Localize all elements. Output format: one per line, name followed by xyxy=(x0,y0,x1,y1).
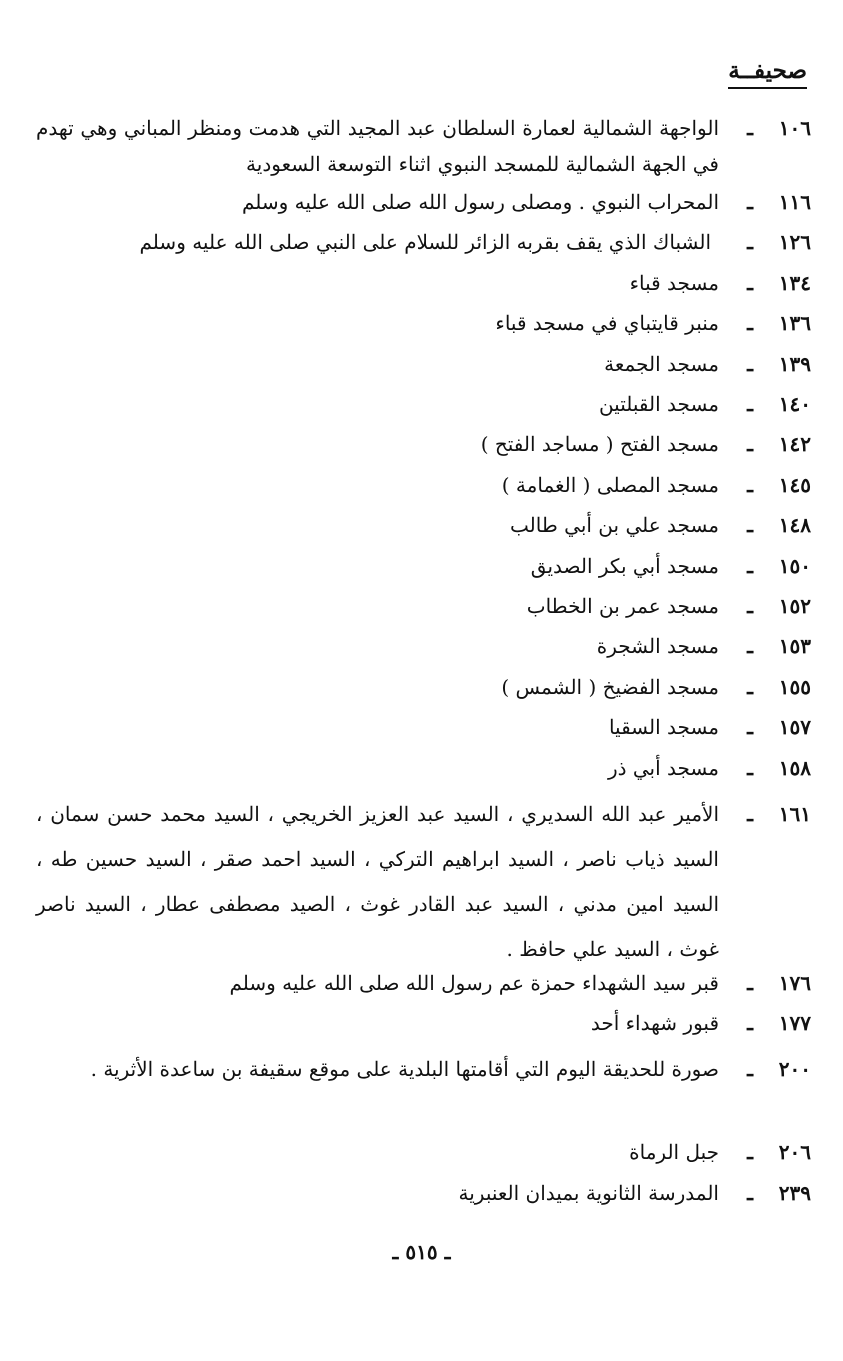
entry-caption: مسجد القبلتين xyxy=(598,392,719,416)
entry-page-number: ١٥٢ xyxy=(778,594,811,618)
entry-dash: ـ xyxy=(747,756,753,780)
entry-caption: مسجد علي بن أبي طالب xyxy=(510,513,719,537)
entry-dash: ـ xyxy=(747,116,753,140)
entry-dash: ـ xyxy=(747,634,753,658)
entry-page-number: ١٤٢ xyxy=(778,432,811,456)
entry-caption: مسجد المصلى ( الغمامة ) xyxy=(501,473,719,497)
entry-dash: ـ xyxy=(747,554,753,578)
entry-page-number: ١٤٥ xyxy=(778,473,811,497)
entry-page-number: ١٣٩ xyxy=(778,352,811,376)
entry-dash: ـ xyxy=(747,352,753,376)
entry-caption: المحراب النبوي . ومصلى رسول الله صلى الله عليه وسلم xyxy=(241,190,719,214)
entry-caption: مسجد الفتح ( مساجد الفتح ) xyxy=(480,432,719,456)
entry-dash: ـ xyxy=(747,271,753,295)
entry-page-number: ١٥٨ xyxy=(778,756,811,780)
entry-page-number: ١٦١ xyxy=(778,802,811,826)
entry-caption: الواجهة الشمالية لعمارة السلطان عبد المجيد التي هدمت ومنظر المباني وهي تهدم في الجهة الشمالية للمسجد النبوي اثناء التوسعة السعودية xyxy=(36,116,720,176)
entry-dash: ـ xyxy=(747,1057,753,1081)
entry-caption: مسجد السقيا xyxy=(608,715,719,739)
page-number-footer: ـ ٥١٥ ـ xyxy=(392,1240,451,1264)
entry-dash: ـ xyxy=(747,675,753,699)
entry-dash: ـ xyxy=(747,971,753,995)
entry-dash: ـ xyxy=(747,513,753,537)
entry-page-number: ١٥٣ xyxy=(778,634,811,658)
entry-dash: ـ xyxy=(747,432,753,456)
entry-dash: ـ xyxy=(747,1140,753,1164)
entry-page-number: ٢٠٦ xyxy=(778,1140,811,1164)
entry-page-number: ١٣٤ xyxy=(778,271,811,295)
entry-dash: ـ xyxy=(747,715,753,739)
entry-dash: ـ xyxy=(747,311,753,335)
entry-page-number: ٢٠٠ xyxy=(778,1057,811,1081)
entry-caption: الشباك الذي يقف بقربه الزائر للسلام على النبي صلى الله عليه وسلم xyxy=(139,230,711,254)
entry-page-number: ١٥٥ xyxy=(778,675,811,699)
entry-page-number: ١٤٠ xyxy=(778,392,811,416)
entry-caption: قبر سيد الشهداء حمزة عم رسول الله صلى الله عليه وسلم xyxy=(229,971,719,995)
page-header-title: صحيفــة xyxy=(728,56,807,89)
entry-page-number: ١١٦ xyxy=(778,190,811,214)
entry-caption: مسجد الشجرة xyxy=(596,634,719,658)
entry-caption: مسجد عمر بن الخطاب xyxy=(526,594,719,618)
entry-page-number: ١٠٦ xyxy=(778,116,811,140)
entry-page-number: ١٧٧ xyxy=(778,1011,811,1035)
entry-caption: قبور شهداء أحد xyxy=(590,1011,719,1035)
entry-page-number: ١٥٠ xyxy=(778,554,811,578)
entry-page-number: ١٤٨ xyxy=(778,513,811,537)
entry-caption: مسجد الجمعة xyxy=(604,352,719,376)
entry-dash: ـ xyxy=(747,1181,753,1205)
entry-caption: مسجد أبي ذر xyxy=(607,756,719,780)
entry-caption: المدرسة الثانوية بميدان العنبرية xyxy=(458,1181,719,1205)
entry-caption: مسجد الفضيخ ( الشمس ) xyxy=(501,675,719,699)
entry-page-number: ١٧٦ xyxy=(778,971,811,995)
entry-page-number: ٢٣٩ xyxy=(778,1181,811,1205)
entry-dash: ـ xyxy=(747,190,753,214)
entry-dash: ـ xyxy=(747,392,753,416)
entry-dash: ـ xyxy=(747,230,753,254)
entry-caption: الأمير عبد الله السديري ، السيد عبد العزيز الخريجي ، السيد محمد حسن سمان ، السيد ذياب ناصر ، السيد ابراهيم التركي ، السيد احمد صقر ، السيد حسين طه ، السيد امين مدني ، السيد عبد القادر غوث ، الصيد مصطفى عطار ، السيد ناصر غوث ، السيد علي حافظ . xyxy=(36,802,719,961)
entry-dash: ـ xyxy=(747,594,753,618)
entry-caption: مسجد أبي بكر الصديق xyxy=(530,554,719,578)
entry-dash: ـ xyxy=(747,1011,753,1035)
entry-caption: صورة للحديقة اليوم التي أقامتها البلدية على موقع سقيفة بن ساعدة الأثرية . xyxy=(90,1057,719,1081)
entry-dash: ـ xyxy=(747,473,753,497)
entry-page-number: ١٣٦ xyxy=(778,311,811,335)
entry-caption: جبل الرماة xyxy=(629,1140,719,1164)
entry-dash: ـ xyxy=(747,802,753,826)
entry-page-number: ١٢٦ xyxy=(778,230,811,254)
entry-caption: مسجد قباء xyxy=(629,271,719,295)
entry-page-number: ١٥٧ xyxy=(778,715,811,739)
entry-caption: منبر قايتباي في مسجد قباء xyxy=(495,311,719,335)
